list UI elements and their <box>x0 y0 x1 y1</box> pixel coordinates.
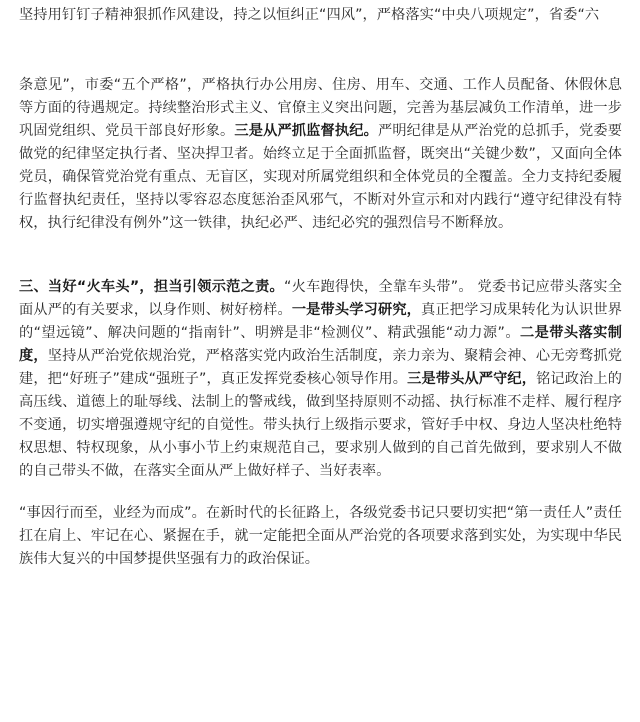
point-two-heading: 二是带头落实制度， <box>19 325 622 364</box>
paragraph-3-text-3: 坚持从严治党依规治党，严格落实党内政治生活制度，亲力亲为、聚精会神、心无旁骛抓党建，把“好班子”建成“强班子”，真正发挥党委核心领导作用。 <box>19 348 622 387</box>
paragraph-2 <box>19 74 622 235</box>
point-three-heading: 三是带头从严守纪， <box>407 371 537 387</box>
paragraph-3-text-4: 铭记政治上的高压线、道德上的耻辱线、法制上的警戒线，做到坚持原则不动摇、执行标准不走样、履行程序不变通，切实增强遵规守纪的自觉性。带头执行上级指示要求，管好手中权、身边人坚决杜绝特权思想、特权现象，从小事小节上约束规范自己，要求别人做到的自己首先做到，要求别人不做的自己带头不做，在落实全面从严上做好样子、当好表率。 <box>19 371 622 479</box>
paragraph-2-text-2: 严明纪律是从严治党的总抓手，党委要做党的纪律坚定执行者、坚决捍卫者。始终立足于全面抓监督，既突出“关键少数”，又面向全体党员，确保管党治党有重点、无盲区，实现对所属党组织和全体党员的全覆盖。全力支持纪委履行监督执纪责任，坚持以零容忍态度惩治歪风邪气，不断对外宣示和对内践行“遵守纪律没有特权，执行纪律没有例外”这一铁律，执纪必严、违纪必究的强烈信号不断释放。 <box>19 123 622 231</box>
paragraph-4 <box>19 502 622 571</box>
point-one-heading: 一是带头学习研究， <box>291 302 422 318</box>
paragraph-2-bold-heading: 三是从严抓监督执纪。 <box>234 123 378 139</box>
paragraph-1-fragment <box>19 4 622 27</box>
paragraph-1-text: 坚持用钉钉子精神狠抓作风建设，持之以恒纠正“四风”，严格落实“中央八项规定”，省委“六 <box>19 7 600 23</box>
paragraph-3-text-2: 真正把学习成果转化为认识世界的“望远镜”、解决问题的“指南针”、明辨是非“检测仪”、精武强能“动力源”。 <box>19 302 622 341</box>
section-three-heading: 三、当好“火车头”，担当引领示范之责。 <box>19 279 285 295</box>
paragraph-2-text-1: 条意见”，市委“五个严格”，严格执行办公用房、住房、用车、交通、工作人员配备、休假休息等方面的待遇规定。持续整治形式主义、官僚主义突出问题，完善为基层减负工作清单，进一步巩固党组织、党员干部良好形象。 <box>19 77 622 139</box>
paragraph-3-text-1: “火车跑得快，全靠车头带”。 党委书记应带头落实全面从严的有关要求，以身作则、树好榜样。 <box>19 279 622 318</box>
paragraph-3 <box>19 276 622 483</box>
paragraph-4-text: “事因行而至，业经为而成”。在新时代的长征路上，各级党委书记只要切实把“第一责任人”责任扛在肩上、牢记在心、紧握在手，就一定能把全面从严治党的各项要求落到实处，为实现中华民族伟大复兴的中国梦提供坚强有力的政治保证。 <box>19 505 622 567</box>
